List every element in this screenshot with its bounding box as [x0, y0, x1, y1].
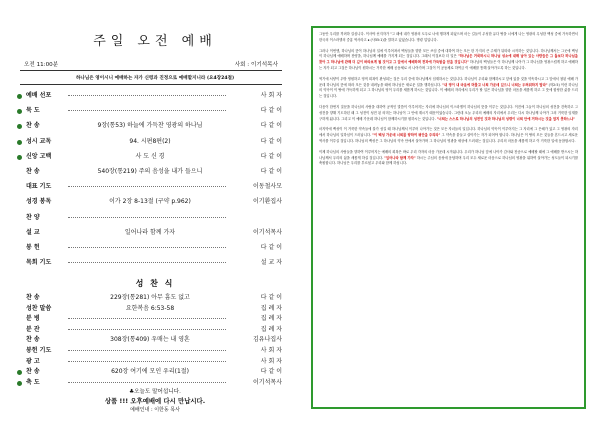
order-leader: 김유나집사 — [253, 336, 282, 344]
order-label: 찬 송 — [26, 368, 40, 376]
bullet-icon — [17, 140, 22, 145]
order-leader: 다 같 이 — [260, 107, 282, 115]
order-row — [18, 167, 288, 177]
sermon-text: 그동안 우리를 격려하 걸심니다. 이사야 선지자가 "그 때에 내가 영광의 도우로 너에 행하게 되었으며 마는 길들이 무성한 유다 땅을 너에게 나는 영광의 무성한 백성 중에 가득하면서 한국의 이스라엘의 중흥 역사라고 ⦁ (사55:1)을 말하고 있었습니다. 명령 업입니다. — [319, 32, 578, 42]
order-leader: 다 같 이 — [260, 122, 282, 130]
order-leader: 이기석목사 — [253, 228, 282, 236]
bullet-icon — [17, 124, 22, 129]
dotted-leader — [68, 318, 226, 319]
sermon-text: 마지막에 백성이 이 거룩한 약속들에 불가 섬길 때 하나님께서 이루어 나아가는 것은 모든 자녀들의 일입니다. 하나님의 약속이 이루어지는 그 자리에 그 은혜가 있고 그 영광의 자리에서 하나님의 일하심이 드러납니다. "이 백성 가운데 너희를 향하여 평안을 주리라" 그 약속을 붙들고 살아가는 자가 되어야 합니다. 하나님은 이 땅의 모든 것들을 흔드시고 새로운 역사를 이루실 것입니다. 하나님의 백성은 그 하나님의 약속 안에서 살아가며 그 하나님의 영광을 세상에 드러내는 것입니다. 우리의 마음을 새롭게 하고 이 거룩한 일에 동참합시다. — [319, 127, 578, 143]
dotted-leader — [68, 247, 226, 248]
order-row — [18, 346, 288, 356]
order-leader: 이기석목사 — [253, 378, 282, 386]
bullet-icon — [17, 155, 22, 160]
order-leader: 집 례 자 — [260, 325, 282, 333]
order-leader: 집 례 자 — [260, 304, 282, 312]
order-label: 광 고 — [26, 357, 40, 365]
bullet-icon — [17, 370, 22, 375]
order-label: 찬 양 — [26, 213, 40, 221]
order-row — [18, 314, 288, 324]
order-content: 620장 여기에 모인 우리(1절) — [111, 368, 189, 376]
order-leader: 다 같 이 — [260, 168, 282, 175]
sermon-text: 그러나 이번엔, 하나님의 뜻이 하나님의 일에 이루어져서 백성들을 향한 모든 쓰임 중에 대하여 하는 모든 한 가지의 큰 주제가 뒤따라 시작하는 것입니다. 하나님께서는 그곳에 백성이 하나님께 예배하며 찬양을, 하나님께 예배를 가지게 되는 것입니다. 그래서 이것보다 더 일은 "하나님은 거룩하시니 하나님 성소에 대해 남아 있는 사람들은 그 돌보다 하나님을 찾아 그 하나님에 관해 더 깊이 바라보게 될 것이고 그 앞에서 예배하며 전과에 가득함을 얻을 것입니다" 하나님의 백성들은 이 하나님께 나아가 그 하나님을 영광스럽게 하고 예배하는 자가 되고 그것은 하나님이 원하시는 거룩한 예배 공동체로 서 나아가며 그것이 이 공동체로 하여금 이 예배를 통해 살아가도록 하는 것입니다. — [319, 48, 578, 70]
order-content: 94. 시편8편(2) — [129, 137, 171, 145]
order-leader: 다 같 이 — [260, 152, 282, 160]
page-title: 주일 오전 예배 — [93, 34, 217, 49]
order-label: 예배 선포 — [26, 92, 52, 99]
order-content: 9장(통53) 하늘에 가득찬 영광의 하나님 — [97, 122, 203, 130]
order-content: 이가 2장 8-13절 (구약 p.962) — [109, 198, 191, 206]
order-label: 축 도 — [26, 378, 40, 386]
order-row — [18, 137, 288, 147]
order-leader: 사 회 자 — [260, 92, 282, 99]
order-label: 찬 송 — [26, 168, 40, 175]
order-leader: 집 례 자 — [260, 315, 282, 323]
dotted-leader — [68, 262, 226, 263]
order-row — [18, 213, 288, 223]
order-row — [18, 357, 288, 367]
order-label: 찬 송 — [26, 294, 40, 301]
order-row — [18, 197, 288, 207]
dotted-leader — [68, 350, 226, 351]
presider: 사회 : 이기석목사 — [234, 62, 278, 68]
service-time: 오전 11:00분 — [24, 62, 59, 68]
order-row — [18, 91, 288, 101]
order-content: 308장(통409) 우매는 내 영혼 — [110, 336, 190, 344]
order-row — [18, 335, 288, 345]
footer-notice: ♣오늘도 말어섭니다. — [129, 389, 181, 395]
order-row — [18, 367, 288, 377]
sermon-text: 이제 하나님의 사람들을 향하여 이루어지는 예배의 회복은 바로 우리 각자의 마음 가운데 시작됩니다. 우리가 하나님 앞에 나아가 감사와 찬송으로 예배할 때에 그 예배를 받으시는 하나님께서 우리의 삶을 새롭게 하실 것입니다. "일어나라 함께 가자" 하시는 주님의 음성에 응답하며 우리 모두 새로운 마음으로 하나님의 영광을 위하여 살아가는 성도들이 되시기를 축원합니다. 하나님은 우리를 부르셨고 우리와 함께 하십니다. — [319, 149, 578, 166]
section-title: 성 찬 식 — [135, 278, 175, 288]
divider — [20, 84, 282, 85]
order-label: 성시 교독 — [26, 137, 52, 145]
order-label: 신앙 고백 — [26, 152, 52, 160]
worship-motto: 하나님은 영이시니 예배하는 자가 신령과 진정으로 예배할지니라 (요4장24절) — [75, 76, 235, 81]
order-row — [18, 228, 288, 238]
order-content: 540장(통219) 주의 음성을 내가 들으니 — [97, 168, 203, 175]
order-leader: 다 같 이 — [260, 368, 282, 376]
sermon-paragraph — [319, 49, 578, 72]
bullet-icon — [17, 381, 22, 386]
sermon-paragraph — [319, 105, 578, 122]
sermon-paragraph — [319, 32, 578, 44]
order-leader: 사 회 자 — [260, 357, 282, 365]
order-leader: 다 같 이 — [260, 244, 282, 251]
order-content: 사 도 신 경 — [135, 152, 165, 160]
dotted-leader — [68, 110, 226, 111]
order-label: 찬 송 — [26, 122, 40, 130]
order-label: 대표 기도 — [26, 183, 52, 191]
order-leader: 다 같 이 — [260, 294, 282, 301]
order-row — [18, 121, 288, 131]
order-label: 성경 봉독 — [26, 198, 52, 206]
order-content: 229장(통281) 아무 흠도 없고 — [110, 294, 190, 301]
order-row — [18, 243, 288, 253]
footer-credit: 예배인내 : 이한동 목사 — [130, 407, 180, 413]
order-content: 일어나라 함께 가자 — [124, 228, 176, 236]
order-row — [18, 182, 288, 192]
bullet-icon — [17, 94, 22, 99]
order-leader: 이동철사모 — [253, 183, 282, 191]
order-leader: 다 같 이 — [260, 137, 282, 145]
dotted-leader — [68, 382, 226, 383]
order-row — [18, 293, 288, 303]
sermon-paragraph — [319, 150, 578, 167]
order-leader: 사 회 자 — [260, 347, 282, 354]
bullet-icon — [17, 109, 22, 114]
sermon-text: 다음이 한번지 질문을 하나님의 사람을 대하여 공적인 말씀이 이루어지는 자리에 하나님의 이스라엘이 하나님의 뜻을 이루는 것입니다. 이전에 그들이 하나님의 성전을 건축하고 그 성전을 향해 기도하던 때 그 성전이 성전 된 의미는 하나님이 그 안에 계시기 때문이었습니다. 그런데 오늘 우리의 예배의 자리에서 우리는 다시 하나님께 나아가 그의 거룩한 임재를 구하게 됩니다. 그리고 이 예배 가운데 하나님이 함께하시기를 원하시는 것입니다. "너희는 스스로 하나님의 성전인 것과 하나님의 성령이 너희 안에 거하시는 것을 알지 못하느냐" — [319, 104, 578, 121]
order-label: 목회 기도 — [26, 259, 52, 267]
sermon-paragraph — [319, 127, 578, 144]
order-row — [18, 258, 288, 268]
dotted-leader — [68, 329, 226, 330]
bulletin-left-page — [14, 14, 296, 414]
sermon-paragraph — [319, 77, 578, 100]
order-row — [18, 304, 288, 314]
order-row — [18, 325, 288, 335]
order-label: 봉헌 기도 — [26, 347, 52, 354]
order-leader: 이기환집사 — [253, 198, 282, 206]
dotted-leader — [68, 186, 226, 187]
sermon-text: 역기에 서양이 우방 영원하고 영적 회복이 완성되는 것은 우리 중에 하나님께서 임재하시는 것입니다. 하나님이 우리와 함께하시고 앞에 있을 것을 약속하시고 그 앞에서 참된 예배 가운데 하나님의 뜻에 따라 모든 것을 내려놓을 때에 하나님은 새로운 일을 행하십니다. "내 영이 내 마음에 머물고 너희 가운데 있으니 너희는 두려워하지 말라" (학2:5) 이런 하나님의 약속이 이 땅에 가득하게 되고 그 하나님의 영이 우리를 새롭게 하시는 것입니다. 이 예배의 자리에서 우리가 할 일은 하나님을 향한 마음을 새롭게 하고 그 뜻에 합당한 삶을 드리는 것입니다. — [319, 76, 578, 99]
order-content: 요한복음 6:53-58 — [125, 304, 175, 312]
order-label: 찬 송 — [26, 336, 40, 344]
order-label: 설 교 — [26, 228, 40, 236]
order-label: 묵 도 — [26, 107, 40, 115]
dotted-leader — [68, 95, 226, 96]
order-label: 분 병 — [26, 315, 40, 323]
order-label: 성찬 말씀 — [26, 304, 52, 312]
order-label: 봉 헌 — [26, 244, 40, 251]
sermon-body — [319, 32, 578, 167]
order-row — [18, 152, 288, 162]
order-label: 분 잔 — [26, 325, 40, 333]
order-row — [18, 106, 288, 116]
order-leader: 설 교 자 — [260, 259, 282, 267]
footer-greeting: 상품 !!! 오후예배에 다시 만납시다. — [104, 397, 206, 405]
sermon-text-box — [311, 26, 586, 409]
dotted-leader — [68, 217, 226, 218]
dotted-leader — [68, 361, 226, 362]
divider — [20, 70, 282, 71]
